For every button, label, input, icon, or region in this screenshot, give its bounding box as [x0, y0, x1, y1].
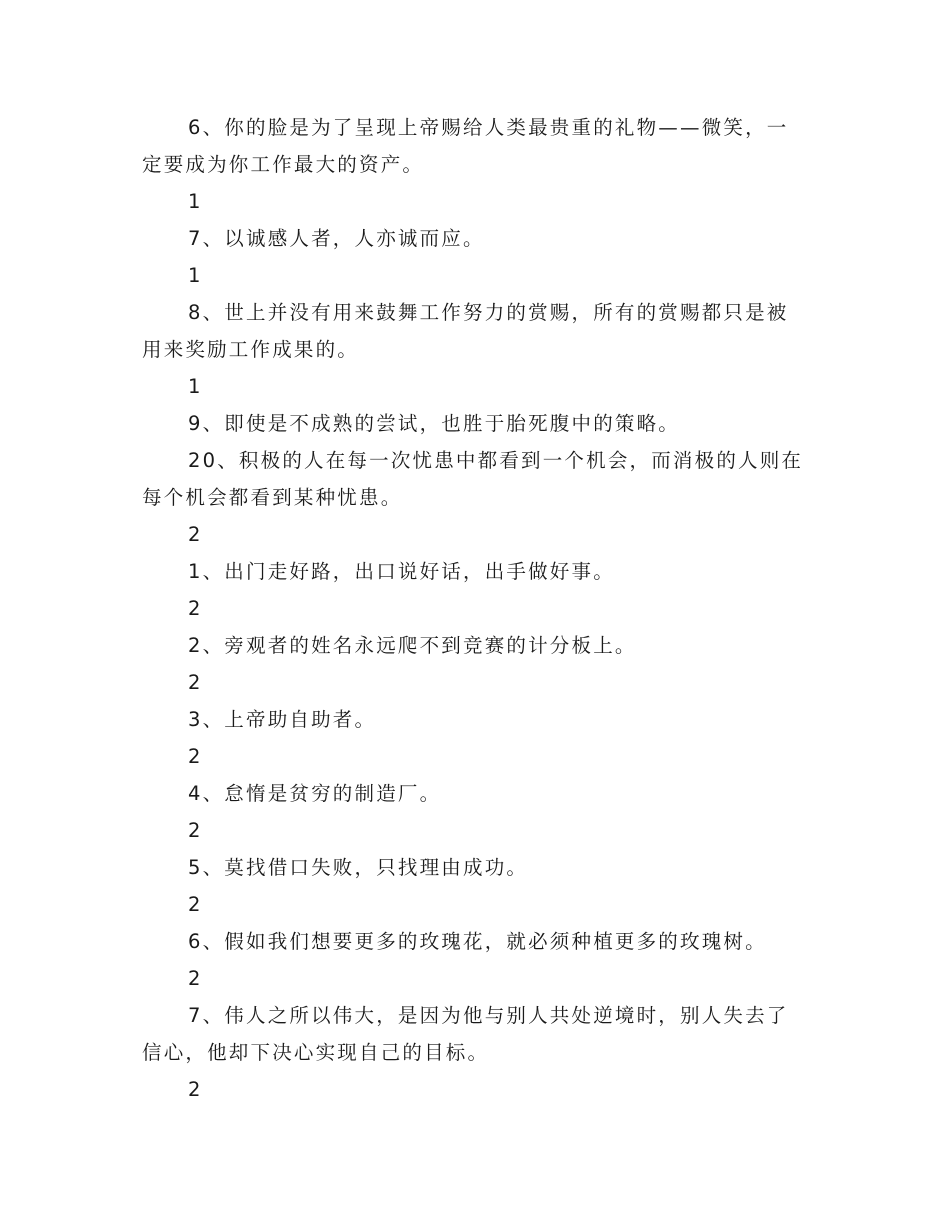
page-number-line: 2	[188, 523, 203, 546]
quote-paragraph: 9、即使是不成熟的尝试，也胜于胎死腹中的策略。	[188, 412, 681, 435]
quote-paragraph: 3、上帝助自助者。	[188, 708, 377, 731]
page-number-line: 1	[188, 190, 203, 213]
quote-paragraph: 2、旁观者的姓名永远爬不到竞赛的计分板上。	[188, 634, 637, 657]
page-number-line: 1	[188, 264, 203, 287]
quote-paragraph: 5、莫找借口失败，只找理由成功。	[188, 856, 529, 879]
page-number-line: 1	[188, 375, 203, 398]
page-number-line: 2	[188, 745, 203, 768]
quote-paragraph: 1、出门走好路，出口说好话，出手做好事。	[188, 560, 615, 583]
quote-paragraph: 20、积极的人在每一次忧患中都看到一个机会，而消极的人则在每个机会都看到某种忧患。	[142, 449, 804, 509]
quote-paragraph: 7、伟人之所以伟大，是因为他与别人共处逆境时，别人失去了信心，他却下决心实现自己的目标。	[142, 1004, 789, 1064]
quote-paragraph: 8、世上并没有用来鼓舞工作努力的赏赐，所有的赏赐都只是被用来奖励工作成果的。	[142, 301, 789, 361]
page-number-line: 2	[188, 893, 203, 916]
page-number-line: 2	[188, 671, 203, 694]
quote-paragraph: 6、你的脸是为了呈现上帝赐给人类最贵重的礼物——微笑，一定要成为你工作最大的资产。	[142, 116, 789, 176]
page-number-line: 2	[188, 1078, 203, 1101]
page-number-line: 2	[188, 597, 203, 620]
quote-paragraph: 6、假如我们想要更多的玫瑰花，就必须种植更多的玫瑰树。	[188, 930, 767, 953]
page-number-line: 2	[188, 967, 203, 990]
quote-paragraph: 7、以诚感人者，人亦诚而应。	[188, 227, 485, 250]
quote-paragraph: 4、怠惰是贫穷的制造厂。	[188, 782, 442, 805]
page-number-line: 2	[188, 819, 203, 842]
document-body	[142, 109, 810, 1108]
